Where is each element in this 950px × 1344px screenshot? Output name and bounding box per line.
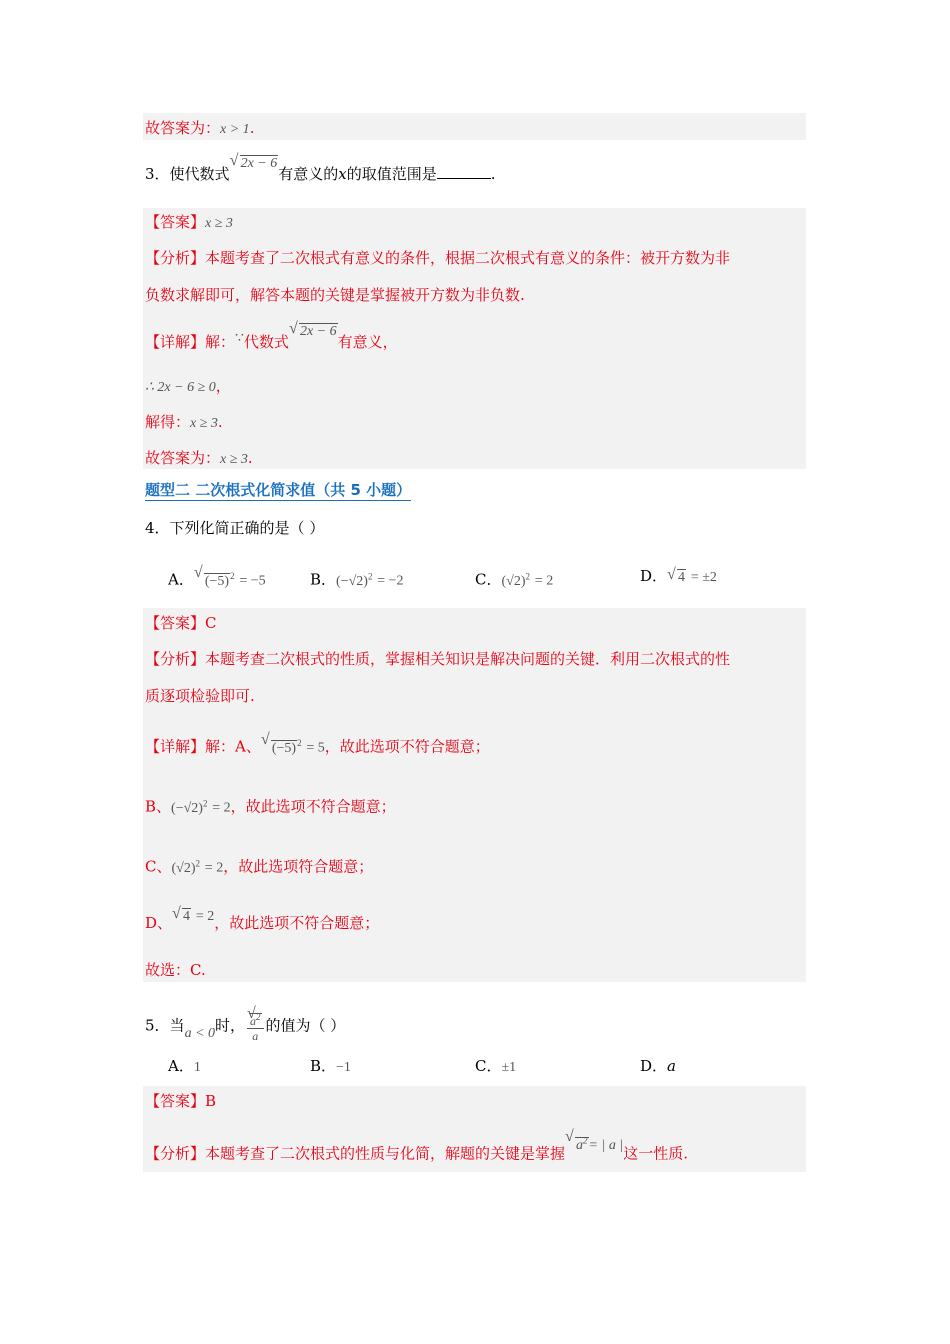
q3-therefore: ∴ 2x − 6 ≥ 0， xyxy=(145,377,231,395)
q3-analysis-line2: 负数求解即可，解答本题的关键是掌握被开方数为非负数. xyxy=(145,286,525,304)
q4-conclusion: 故选：C. xyxy=(145,961,206,979)
q4-stem: 4．下列化简正确的是（ ） xyxy=(145,519,325,537)
q3-detail: 【详解】解：∵代数式√ 2x − 6有意义， xyxy=(145,332,398,354)
section-heading: 题型二 二次根式化简求值（共 5 小题） xyxy=(145,481,412,499)
q4-analysis-line2: 质逐项检验即可. xyxy=(145,687,255,705)
q4-detail-b: B、$(-√2)^2 = 2$，故此选项不符合题意； xyxy=(145,797,396,816)
q5-option-c: C．±1 xyxy=(475,1057,517,1075)
q3-detail-sqrt: √ 2x − 6 xyxy=(289,322,338,342)
answer-blank xyxy=(437,164,491,179)
q3-stem: 3．使代数式√ 2x − 6有意义的x的取值范围是 . xyxy=(145,164,496,186)
q3-final-answer: 故答案为：x ≥ 3. xyxy=(145,449,253,467)
q4-option-a: A．√ $(-5)^2 = -5$ xyxy=(168,566,266,592)
q4-analysis-line1: 【分析】本题考查二次根式的性质，掌握相关知识是解决问题的关键．利用二次根式的性 xyxy=(145,650,731,668)
q5-stem: 5．当a < 0时， √ $\frac{a^2}{a}$ 的值为（ ） xyxy=(145,1010,345,1043)
q4-option-b: B．$(-√2)^2 = -2$ xyxy=(310,570,404,589)
q4-answer: 【答案】C xyxy=(145,614,217,632)
q5-answer: 【答案】B xyxy=(145,1092,217,1110)
q5-option-b: B．−1 xyxy=(310,1057,351,1075)
q5-fraction: √ $\frac{a^2}{a}$ xyxy=(247,1010,264,1043)
q4-option-d: D．√ 4 = ±2 xyxy=(640,566,717,588)
q5-analysis: 【分析】本题考查了二次根式的性质与化简，解题的关键是掌握√ $a^2=$ | a |这一性质. xyxy=(145,1140,688,1166)
q3-solve: 解得：x ≥ 3. xyxy=(145,413,223,431)
q2-final-answer: 故答案为：x > 1. xyxy=(145,119,255,137)
q4-option-c: C．$(√2)^2 = 2$ xyxy=(475,570,554,589)
q4-detail-a: 【详解】解：A、√ $(-5)^2 = 5$，故此选项不符合题意； xyxy=(145,733,490,759)
q5-option-a: A．1 xyxy=(168,1057,201,1075)
q4-detail-c: C、$(√2)^2 = 2$，故此选项符合题意； xyxy=(145,857,374,876)
q3-answer: 【答案】x ≥ 3 xyxy=(145,213,233,231)
q4-detail-d: D、√ 4 = 2，故此选项不符合题意； xyxy=(145,913,379,935)
q3-analysis-line1: 【分析】本题考查了二次根式有意义的条件，根据二次根式有意义的条件：被开方数为非 xyxy=(145,249,731,267)
q5-option-d: D．a xyxy=(640,1057,676,1075)
q3-sqrt: √ 2x − 6 xyxy=(230,154,279,174)
